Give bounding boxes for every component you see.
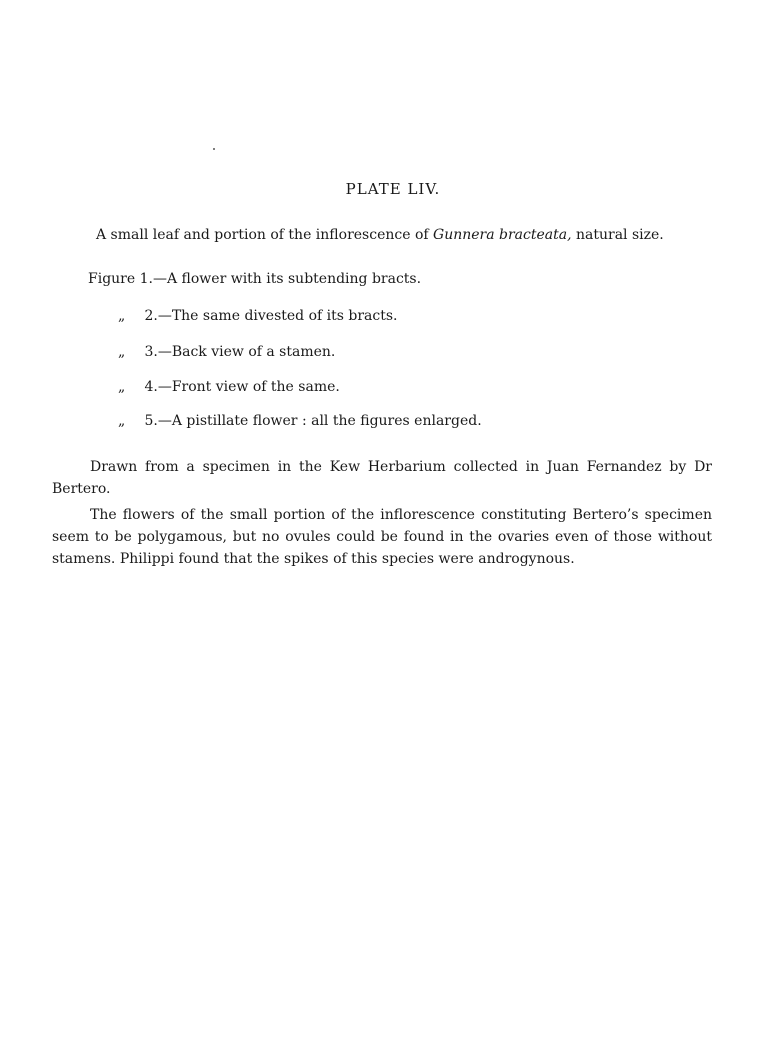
ditto-mark: „ — [118, 379, 126, 395]
ink-speck — [213, 148, 215, 150]
species-name: Gunnera bracteata, — [433, 227, 572, 243]
plate-title: PLATE LIV. — [345, 180, 441, 198]
description-suffix: natural size. — [571, 227, 664, 243]
figure-text: —A flower with its subtending bracts. — [152, 271, 422, 287]
figure-caption-1 — [88, 271, 421, 287]
figure-number: 1. — [139, 271, 153, 287]
figure-caption-4 — [118, 379, 340, 395]
figure-caption-2 — [118, 308, 398, 324]
provenance-paragraph: Drawn from a specimen in the Kew Herbarium collected in Juan Fernandez by Dr Bertero. — [52, 459, 712, 497]
description-prefix: A small leaf and portion of the inflorescence of — [96, 227, 434, 243]
figure-number: 4. — [144, 379, 158, 395]
figure-text: —A pistillate flower : all the figures enlarged. — [157, 413, 482, 429]
figure-text: —Back view of a stamen. — [157, 344, 336, 360]
notes-paragraph: The flowers of the small portion of the inflorescence constituting Bertero’s specimen seem to be polygamous, but no ovules could be found in the ovaries even of those without stamens. Philippi found that the spikes of this species were androgynous. — [52, 507, 712, 567]
ditto-mark: „ — [118, 308, 126, 324]
figure-number: 2. — [144, 308, 158, 324]
figure-caption-3 — [118, 344, 335, 360]
figure-label: Figure — [88, 271, 136, 287]
figure-number: 3. — [144, 344, 158, 360]
figure-caption-5 — [118, 413, 482, 429]
ditto-mark: „ — [118, 413, 126, 429]
ditto-mark: „ — [118, 344, 126, 360]
figure-text: —Front view of the same. — [157, 379, 340, 395]
plate-description — [96, 227, 664, 243]
figure-text: —The same divested of its bracts. — [157, 308, 398, 324]
figure-number: 5. — [144, 413, 158, 429]
